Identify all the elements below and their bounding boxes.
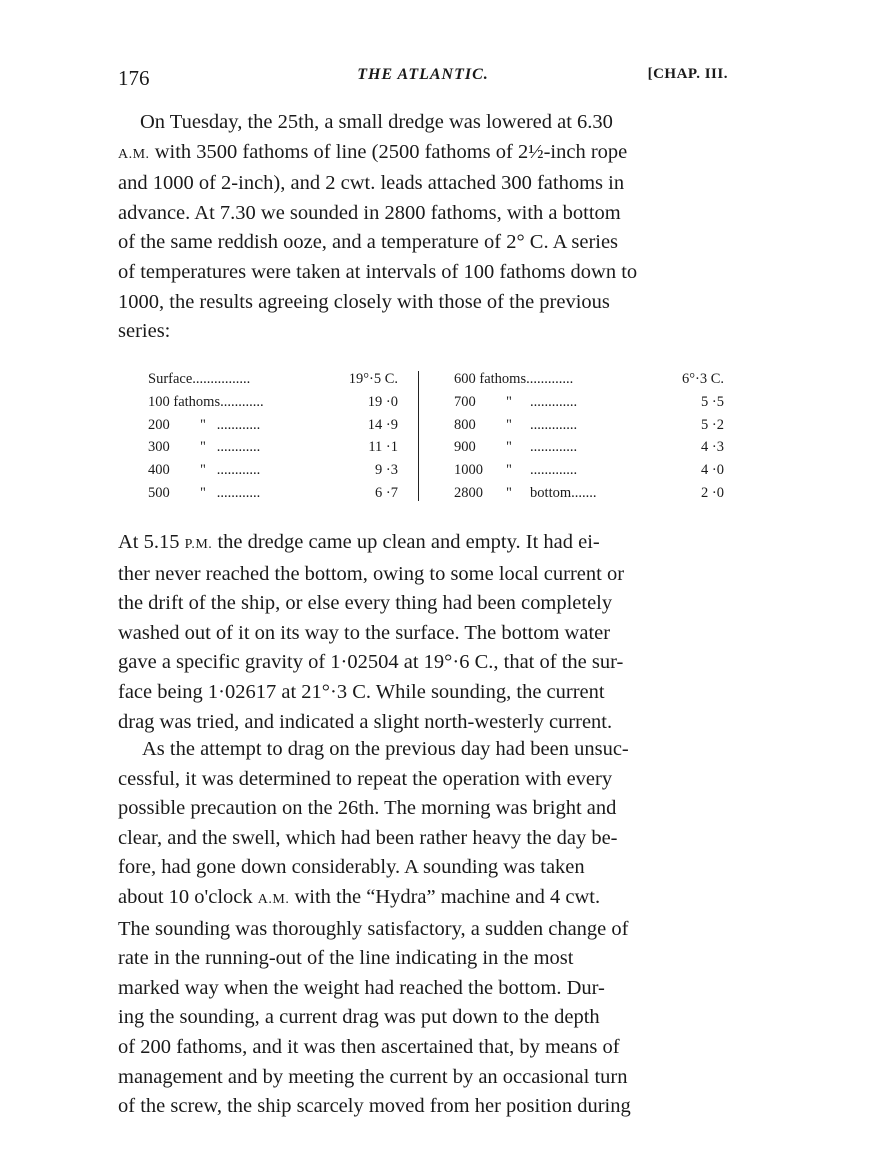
temperature-value: 6 ·7 [375,484,398,501]
temperature-value: 2 ·0 [701,484,724,501]
text-line: of 200 fathoms, and it was then ascertained that, by means of [118,1035,620,1058]
text-line: cessful, it was determined to repeat the operation with every [118,767,613,790]
depth-cell: 900 [454,439,476,456]
am-abbrev: A.M. [257,891,290,907]
text-line: possible precaution on the 26th. The morning was bright and [118,797,617,820]
text-line: fore, had gone down considerably. A sounding was taken [118,856,585,879]
paragraph-sounding [118,735,728,1122]
ditto-mark: " ............. [506,439,578,456]
depth-cell: 1000 [454,462,483,479]
temperature-value: 9 ·3 [375,462,398,479]
text-line: face being 1·02617 at 21°·3 C. While sounding, the current [118,680,605,703]
depth-cell: 100 fathoms............ [148,393,264,410]
ditto-mark: " bottom....... [506,484,597,501]
text-line: ther never reached the bottom, owing to some local current or [118,562,625,585]
ditto-mark: " ............. [506,462,578,479]
depth-cell: 200 [148,416,170,433]
text-line: clear, and the swell, which had been rather heavy the day be- [118,826,618,849]
temperature-value: 4 ·0 [701,462,724,479]
table-row [148,482,398,505]
ditto-mark: " ............. [506,416,578,433]
depth-cell: 300 [148,439,170,456]
text-line: and 1000 of 2-inch), and 2 cwt. leads attached 300 fathoms in [118,172,625,195]
ditto-mark: " ............ [200,462,261,479]
depth-cell: 2800 [454,484,483,501]
temperature-value: 11 ·1 [368,439,398,456]
text-line: the drift of the ship, or else every thing had been completely [118,592,613,615]
temperature-value: 19°·5 C. [348,371,398,387]
paragraph-dredge-empty [118,528,728,737]
text-line: of the same reddish ooze, and a temperature of 2° C. A series [118,231,619,254]
depth-cell: 600 fathoms............. [454,371,574,387]
table-row [454,368,724,391]
ditto-mark: " ............ [200,484,261,501]
text-line: with 3500 fathoms of line (2500 fathoms of 2½-inch rope [149,140,628,163]
temperature-value: 19 ·0 [367,393,398,410]
text-line: At 5.15 [118,531,185,553]
text-line: drag was tried, and indicated a slight north-westerly current. [118,710,613,733]
table-row [454,436,724,459]
text-line: ing the sounding, a current drag was put down to the depth [118,1006,600,1029]
pm-abbrev: P.M. [184,537,213,552]
table-row [148,459,398,482]
text-line: rate in the running-out of the line indicating in the most [118,947,574,970]
ditto-mark: " ............ [200,416,261,433]
ditto-mark: " ............ [200,439,261,456]
am-abbrev: A.M. [118,146,150,162]
text-line: of the screw, the ship scarcely moved from her position during [118,1095,631,1118]
depth-cell: 700 [454,393,476,410]
chapter-marker: [CHAP. III. [647,66,728,82]
depth-cell: Surface................ [148,371,251,387]
paragraph-dredge-lowered [118,108,728,347]
table-row [148,368,398,391]
text-line: On Tuesday, the 25th, a small dredge was lowered at 6.30 [140,111,613,133]
ditto-mark: " ............. [506,393,578,410]
text-line: about 10 o'clock [118,885,258,908]
text-line: of temperatures were taken at intervals of 100 fathoms down to [118,260,638,283]
temperature-value: 5 ·5 [701,393,724,410]
table-row [148,414,398,437]
table-row [148,436,398,459]
text-line: advance. At 7.30 we sounded in 2800 fathoms, with a bottom [118,201,621,224]
temperature-column-right [454,368,724,505]
text-line: series: [118,320,171,343]
text-line: The sounding was thoroughly satisfactory, a sudden change of [118,917,629,940]
temperature-table [148,368,728,503]
temperature-value: 5 ·2 [701,416,724,433]
depth-cell: 400 [148,462,170,479]
temperature-value: 4 ·3 [701,439,724,456]
text-line: the dredge came up clean and empty. It had ei- [212,531,600,553]
text-line: management and by meeting the current by an occasional turn [118,1065,628,1088]
column-divider [418,371,419,501]
temperature-value: 6°·3 C. [681,371,724,387]
text-line: washed out of it on its way to the surface. The bottom water [118,621,611,644]
depth-cell: 800 [454,416,476,433]
depth-cell: 500 [148,484,170,501]
text-line: marked way when the weight had reached the bottom. Dur- [118,976,605,999]
table-row [454,414,724,437]
temperature-value: 14 ·9 [367,416,398,433]
running-title: THE ATLANTIC. [357,66,489,83]
table-row [454,482,724,505]
table-row [454,459,724,482]
text-line: 1000, the results agreeing closely with those of the previous [118,290,610,313]
table-row [454,391,724,414]
temperature-column-left [148,368,398,505]
text-line: with the “Hydra” machine and 4 cwt. [289,885,601,908]
text-line: As the attempt to drag on the previous day had been unsuc- [142,738,629,760]
page-number: 176 [118,66,150,90]
table-row [148,391,398,414]
text-line: gave a specific gravity of 1·02504 at 19°·6 C., that of the sur- [118,651,624,674]
page-header [118,66,728,94]
